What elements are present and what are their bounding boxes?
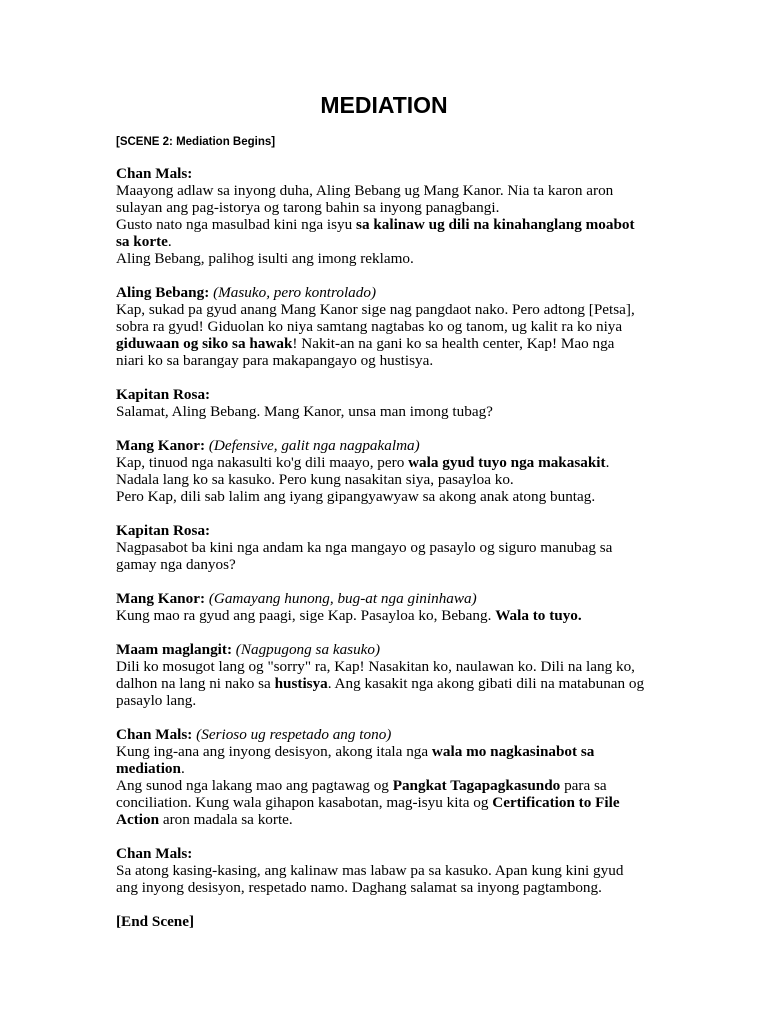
- dialogue-line: [116, 454, 646, 471]
- line-text: Dili ko mosugot lang og "sorry" ra, Kap! Nasakitan ko, naulawan ko. Dili na lang ko, dalhon na lang ni nako sa: [116, 658, 635, 692]
- line-text: Sa atong kasing-kasing, ang kalinaw mas labaw pa sa kasuko. Apan kung kini gyud ang inyong desisyon, respetado namo. Daghang salamat sa inyong pagtambong.: [116, 862, 624, 896]
- line-text: Pero Kap, dili sab lalim ang iyang gipangyawyaw sa akong anak atong buntag.: [116, 488, 596, 505]
- line-text: para sa conciliation. Kung wala gihapon kasabotan, mag-isyu kita og: [116, 777, 607, 811]
- line-text: Kung mao ra gyud ang paagi, sige Kap. Pasayloa ko, Bebang.: [116, 607, 496, 624]
- speaker-name: Mang Kanor:: [116, 590, 206, 607]
- speaker-name: Kapitan Rosa:: [116, 522, 211, 539]
- dialogue-line: [116, 182, 646, 216]
- dialogue-line: [116, 862, 646, 896]
- dialogue-header: [116, 845, 646, 862]
- dialogue-block: [116, 386, 646, 420]
- speaker-name: Aling Bebang:: [116, 284, 210, 301]
- emphasis-text: Pangkat Tagapagkasundo: [392, 777, 561, 794]
- dialogue-line: [116, 216, 646, 250]
- end-scene: [End Scene]: [116, 913, 195, 930]
- dialogue-block: [116, 437, 646, 505]
- stage-direction: (Gamayang hunong, bug-at nga gininhawa): [208, 590, 477, 607]
- line-text: Nadala lang ko sa kasuko. Pero kung nasakitan siya, pasayloa ko.: [116, 471, 514, 488]
- speaker-name: Maam maglangit:: [116, 641, 232, 658]
- dialogue-line: [116, 301, 646, 369]
- line-text: .: [180, 760, 185, 777]
- dialogue-line: [116, 539, 646, 573]
- dialogue-header: [116, 437, 646, 454]
- speaker-name: Chan Mals:: [116, 165, 193, 182]
- emphasis-text: Wala to tuyo.: [495, 607, 582, 624]
- stage-direction: (Defensive, galit nga nagpakalma): [208, 437, 420, 454]
- emphasis-text: Certification to File Action: [116, 794, 620, 828]
- line-text: . Ang kasakit nga akong gibati dili na matabunan og pasaylo lang.: [116, 675, 645, 709]
- dialogue-line: [116, 250, 646, 267]
- dialogue-header: [116, 590, 646, 607]
- line-text: Kung ing-ana ang inyong desisyon, akong itala nga: [116, 743, 432, 760]
- dialogue-header: [116, 641, 646, 658]
- line-text: aron madala sa korte.: [159, 811, 293, 828]
- line-text: Maayong adlaw sa inyong duha, Aling Bebang ug Mang Kanor. Nia ta karon aron sulayan ang pag-istorya og tarong bahin sa inyong panagbangi.: [116, 182, 614, 216]
- speaker-name: Chan Mals:: [116, 845, 193, 862]
- emphasis-text: wala mo nagkasinabot sa mediation: [116, 743, 595, 777]
- line-text: Gusto nato nga masulbad kini nga isyu: [116, 216, 357, 233]
- emphasis-text: wala gyud tuyo nga makasakit: [408, 454, 606, 471]
- document-title: MEDIATION: [320, 92, 448, 118]
- dialogue-block: [116, 845, 646, 896]
- line-text: .: [605, 454, 610, 471]
- line-text: Aling Bebang, palihog isulti ang imong reklamo.: [116, 250, 414, 267]
- dialogue-line: [116, 488, 646, 505]
- line-text: Ang sunod nga lakang mao ang pagtawag og: [116, 777, 393, 794]
- line-text: Salamat, Aling Bebang. Mang Kanor, unsa man imong tubag?: [116, 403, 493, 420]
- dialogue-header: [116, 284, 646, 301]
- dialogue-block: [116, 522, 646, 573]
- speaker-name: Mang Kanor:: [116, 437, 206, 454]
- emphasis-text: sa kalinaw ug dili na kinahanglang moabot sa korte: [116, 216, 635, 250]
- dialogue-line: [116, 607, 646, 624]
- stage-direction: (Masuko, pero kontrolado): [213, 284, 377, 301]
- emphasis-text: giduwaan og siko sa hawak: [116, 335, 293, 352]
- dialogue-block: [116, 641, 646, 709]
- dialogue-line: [116, 471, 646, 488]
- emphasis-text: hustisya: [274, 675, 328, 692]
- stage-direction: (Nagpugong sa kasuko): [235, 641, 381, 658]
- dialogue-header: [116, 386, 646, 403]
- stage-direction: (Serioso ug respetado ang tono): [196, 726, 392, 743]
- dialogue-header: [116, 522, 646, 539]
- dialogue-block: [116, 284, 646, 369]
- dialogue-block: [116, 165, 646, 267]
- dialogue-block: [116, 726, 646, 828]
- dialogue-block: [116, 590, 646, 624]
- dialogue-line: [116, 743, 646, 777]
- speaker-name: Chan Mals:: [116, 726, 193, 743]
- dialogue-list: [116, 165, 646, 896]
- script-body: [116, 165, 646, 930]
- line-text: Nagpasabot ba kini nga andam ka nga mangayo og pasaylo og siguro manubag sa gamay nga danyos?: [116, 539, 613, 573]
- line-text: Kap, sukad pa gyud anang Mang Kanor sige nag pangdaot nako. Pero adtong [Petsa], sobra ra gyud! Giduolan ko niya samtang nagtabas ko og tanom, ug kalit ra ko niya: [116, 301, 635, 335]
- speaker-name: Kapitan Rosa:: [116, 386, 211, 403]
- dialogue-header: [116, 726, 646, 743]
- dialogue-line: [116, 658, 646, 709]
- line-text: .: [167, 233, 172, 250]
- dialogue-line: [116, 403, 646, 420]
- dialogue-line: [116, 777, 646, 828]
- scene-heading: [SCENE 2: Mediation Begins]: [116, 136, 276, 148]
- dialogue-header: [116, 165, 646, 182]
- line-text: Kap, tinuod nga nakasulti ko'g dili maayo, pero: [116, 454, 409, 471]
- line-text: ! Nakit-an na gani ko sa health center, Kap! Mao nga niari ko sa barangay para makapangayo og hustisya.: [116, 335, 615, 369]
